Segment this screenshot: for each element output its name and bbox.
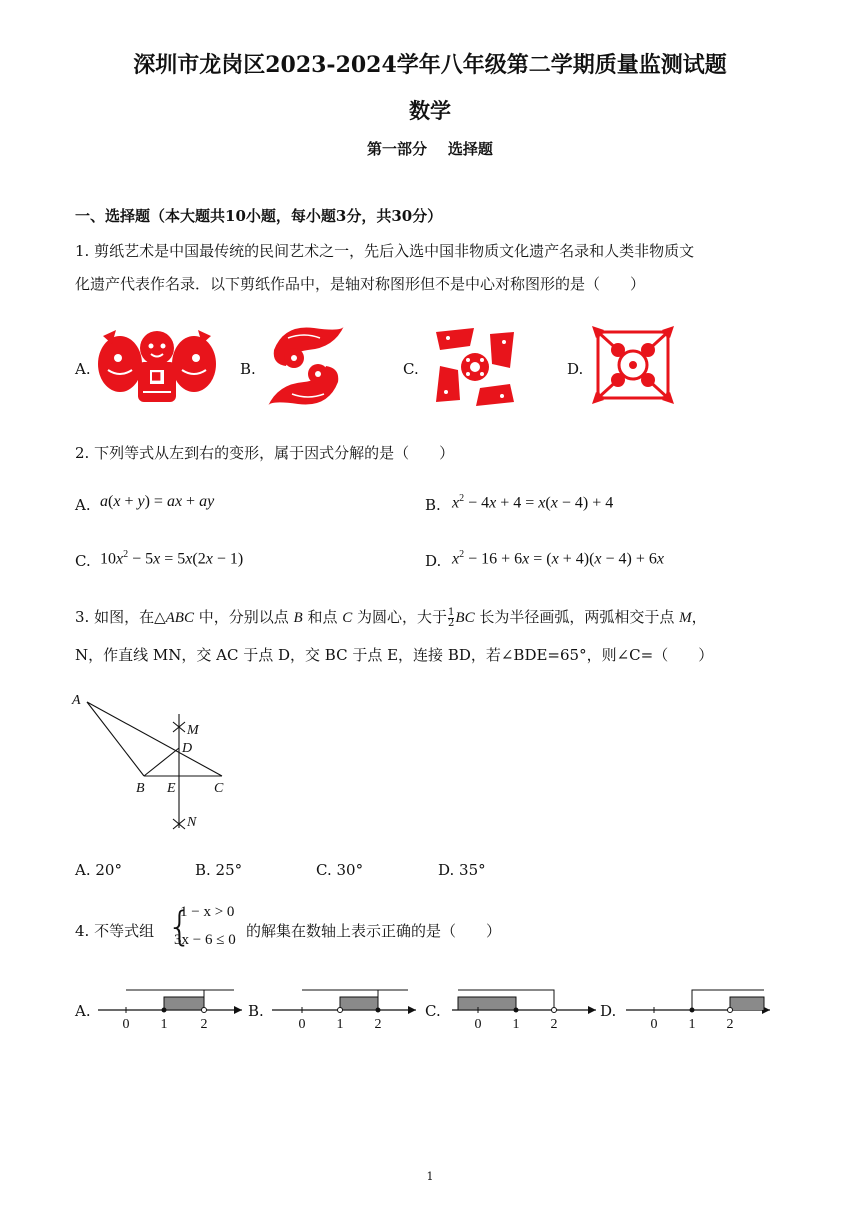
fraction-one-half: $\frac{1}{2}$ [448, 606, 455, 629]
q4-option-b-label: B. [248, 1002, 264, 1020]
q1-option-c-label: C. [403, 360, 419, 378]
q3-triangle-figure [70, 688, 240, 834]
q2-option-b-label: B. [425, 496, 441, 514]
q2-option-c-label: C. [75, 552, 91, 570]
svg-text:0: 0 [122, 1017, 130, 1032]
section-heading: 一、选择题（本大题共10小题，每小题3分，共30分） [75, 207, 443, 225]
svg-text:2: 2 [200, 1017, 208, 1032]
q3-line2: N，作直线 MN，交 AC 于点 D，交 BC 于点 E，连接 BD，若∠BDE=65°，则∠C=（ ） [75, 646, 714, 664]
fig-label-a: A [72, 693, 81, 708]
svg-text:0: 0 [650, 1017, 658, 1032]
q2-option-d-expr: $x^2 - 16 + 6x = (x + 4)(x - 4) + 6x$ [452, 549, 665, 568]
fig-label-n: N [187, 815, 197, 830]
q4-brace: { [167, 904, 193, 950]
q3-option-c: C. 30° [316, 861, 364, 879]
q3-line1: 3. 如图，在△ABC 中，分别以点 B 和点 C 为圆心，大于 $\frac{1}{2}$ BC 长为半径画弧，两弧相交于点 M， [75, 606, 707, 629]
fig-label-e: E [167, 781, 176, 796]
q4-option-c-label: C. [425, 1002, 441, 1020]
q4-inequality-2: 3x − 6 ≤ 0 [174, 932, 236, 948]
q4-stem-start: 4. 不等式组 [75, 922, 155, 940]
q2-option-b-expr: $x^2 - 4x + 4 = x(x - 4) + 4$ [452, 493, 614, 512]
svg-text:0: 0 [298, 1017, 306, 1032]
q4-inequality-1: 1 − x > 0 [180, 904, 235, 920]
q4-option-d-label: D. [600, 1002, 617, 1020]
part-title: 第一部分 选择题 [367, 140, 493, 158]
q3-option-b: B. 25° [195, 861, 243, 879]
fig-label-b: B [136, 781, 145, 796]
q1-option-a-label: A. [75, 360, 91, 378]
papercut-d-image [590, 324, 676, 406]
q2-option-c-expr: $10x^2 - 5x = 5x(2x - 1)$ [100, 549, 244, 568]
q1-line2: 化遗产代表作名录．以下剪纸作品中，是轴对称图形但不是中心对称图形的是（ ） [75, 275, 646, 293]
q2-option-a-expr: a(x + y) = ax + ay [100, 493, 215, 510]
q3-option-d: D. 35° [438, 861, 486, 879]
q4-stem-end: 的解集在数轴上表示正确的是（ ） [246, 922, 502, 940]
q2-stem: 2. 下列等式从左到右的变形，属于因式分解的是（ ） [75, 444, 455, 462]
number-line-d [624, 980, 776, 1032]
q2-option-a-label: A. [75, 496, 91, 514]
svg-text:1: 1 [688, 1017, 696, 1032]
svg-text:2: 2 [374, 1017, 382, 1032]
svg-text:1: 1 [336, 1017, 344, 1032]
svg-text:1: 1 [160, 1017, 168, 1032]
page-number: 1 [426, 1170, 434, 1183]
number-line-a [96, 980, 248, 1032]
q3-option-a: A. 20° [75, 861, 122, 879]
q1-option-d-label: D. [567, 360, 584, 378]
number-line-c [450, 980, 602, 1032]
q1-line1: 1. 剪纸艺术是中国最传统的民间艺术之一，先后入选中国非物质文化遗产名录和人类非物质文 [75, 242, 695, 260]
svg-text:1: 1 [512, 1017, 520, 1032]
papercut-b-image [264, 320, 348, 412]
papercut-a-image [98, 326, 216, 406]
fig-label-d: D [182, 741, 193, 756]
svg-text:2: 2 [550, 1017, 558, 1032]
svg-text:2: 2 [726, 1017, 734, 1032]
q2-option-d-label: D. [425, 552, 442, 570]
fig-label-m: M [187, 723, 199, 738]
papercut-c-image [430, 324, 520, 410]
exam-title: 深圳市龙岗区2023-2024学年八年级第二学期质量监测试题 [133, 52, 727, 78]
subject-title: 数学 [409, 98, 451, 123]
q1-option-b-label: B. [240, 360, 256, 378]
number-line-b [270, 980, 422, 1032]
svg-text:0: 0 [474, 1017, 482, 1032]
q4-option-a-label: A. [75, 1002, 91, 1020]
fig-label-c: C [214, 781, 224, 796]
